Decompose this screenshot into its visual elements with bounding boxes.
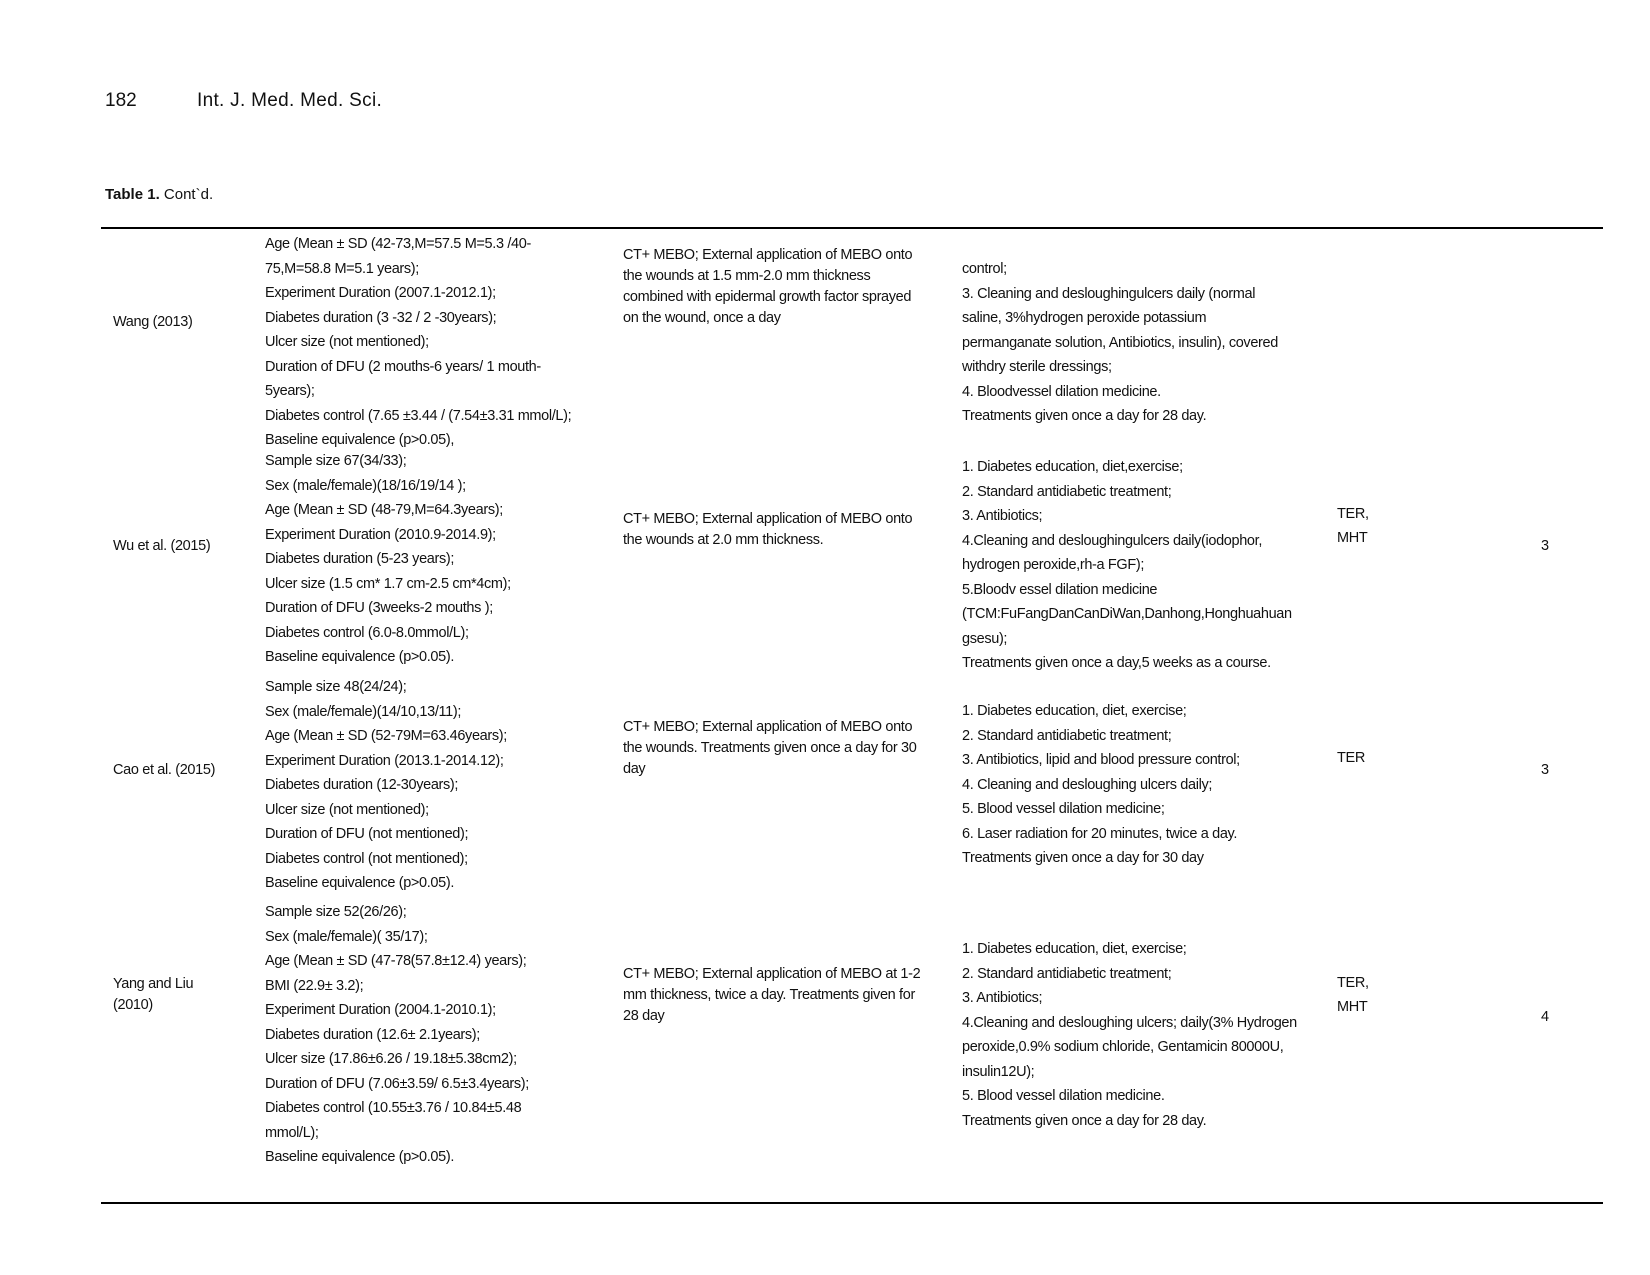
control-line: Treatments given once a day for 28 day. [962, 1112, 1207, 1129]
intervention-line: CT+ MEBO; External application of MEBO onto [623, 511, 913, 527]
characteristics-line: Ulcer size (not mentioned); [265, 801, 429, 818]
control-line: 4. Bloodvessel dilation medicine. [962, 383, 1161, 400]
characteristics-line: Diabetes control (10.55±3.76 / 10.84±5.48 [265, 1100, 522, 1116]
characteristics-line: Age (Mean ± SD (52-79M=63.46years); [265, 728, 507, 744]
control-line: 2. Standard antidiabetic treatment; [962, 727, 1172, 744]
characteristics-line: Sex (male/female)(18/16/19/14 ); [265, 477, 466, 494]
cell-study [113, 536, 263, 557]
control-line: 3. Antibiotics; [962, 508, 1043, 524]
control-line: Treatments given once a day for 30 day [962, 850, 1204, 866]
control-line: 6. Laser radiation for 20 minutes, twice a day. [962, 825, 1238, 842]
intervention-line: CT+ MEBO; External application of MEBO onto [623, 247, 913, 263]
characteristics-line: 5years); [265, 383, 315, 399]
intervention-line: mm thickness, twice a day. Treatments given for [623, 986, 915, 1003]
characteristics-line: Sample size 67(34/33); [265, 453, 407, 469]
cell-study [113, 312, 263, 333]
characteristics-line: Sex (male/female)( 35/17); [265, 928, 428, 945]
characteristics-line: Baseline equivalence (p>0.05), [265, 432, 455, 448]
cell-control [962, 455, 1322, 676]
control-line: Treatments given once a day,5 weeks as a course. [962, 655, 1271, 671]
cell-score [1541, 1005, 1561, 1029]
characteristics-line: Age (Mean ± SD (42-73,M=57.5 M=5.3 /40- [265, 236, 531, 252]
study-line: (2010) [113, 997, 153, 1013]
characteristics-line: Duration of DFU (not mentioned); [265, 826, 469, 842]
characteristics-line: Baseline equivalence (p>0.05). [265, 649, 455, 665]
control-line: gsesu); [962, 630, 1008, 647]
characteristics-line: Diabetes control (6.0-8.0mmol/L); [265, 624, 469, 641]
study-line: Yang and Liu [113, 976, 194, 992]
cell-intervention [623, 717, 953, 780]
control-line: 5. Blood vessel dilation medicine; [962, 801, 1165, 817]
control-line: control; [962, 261, 1007, 277]
intervention-line: CT+ MEBO; External application of MEBO at 1-2 [623, 965, 921, 982]
control-line: 4.Cleaning and desloughingulcers daily(iodophor, [962, 532, 1263, 549]
intervention-line: combined with epidermal growth factor sprayed [623, 289, 912, 305]
control-line: 5.Bloodv essel dilation medicine [962, 581, 1158, 598]
cell-control [962, 257, 1322, 429]
control-line: 1. Diabetes education, diet,exercise; [962, 459, 1183, 475]
control-line: saline, 3%hydrogen peroxide potassium [962, 310, 1207, 326]
intervention-line: day [623, 760, 646, 777]
table-caption [105, 186, 213, 203]
control-line: 4. Cleaning and desloughing ulcers daily; [962, 776, 1213, 793]
cell-intervention [623, 245, 953, 329]
study-line: Wang (2013) [113, 313, 193, 330]
characteristics-line: Sample size 52(26/26); [265, 904, 407, 920]
characteristics-line: Ulcer size (not mentioned); [265, 334, 429, 350]
intervention-line: the wounds at 2.0 mm thickness. [623, 532, 824, 548]
characteristics-line: Experiment Duration (2004.1-2010.1); [265, 1002, 496, 1018]
study-line: Cao et al. (2015) [113, 761, 216, 778]
control-line: (TCM:FuFangDanCanDiWan,Danhong,Honghuahuan [962, 606, 1292, 622]
characteristics-line: Diabetes control (not mentioned); [265, 850, 468, 867]
cell-outcome [1337, 971, 1397, 1019]
control-line: peroxide,0.9% sodium chloride, Gentamicin 80000U, [962, 1039, 1284, 1055]
control-line: 3. Antibiotics; [962, 990, 1043, 1006]
characteristics-line: Duration of DFU (7.06±3.59/ 6.5±3.4years); [265, 1075, 529, 1092]
cell-intervention [623, 964, 953, 1027]
characteristics-line: Experiment Duration (2010.9-2014.9); [265, 526, 496, 543]
outcome-line: TER [1337, 750, 1365, 766]
cell-characteristics [265, 232, 605, 453]
table-label: Table 1. [105, 186, 160, 203]
characteristics-line: BMI (22.9± 3.2); [265, 977, 364, 994]
table-caption-text: Cont`d. [159, 186, 214, 203]
characteristics-line: Diabetes duration (5-23 years); [265, 551, 455, 567]
control-line: hydrogen peroxide,rh-a FGF); [962, 557, 1145, 573]
characteristics-line: Ulcer size (17.86±6.26 / 19.18±5.38cm2); [265, 1051, 517, 1067]
characteristics-line: Diabetes duration (12.6± 2.1years); [265, 1026, 480, 1043]
characteristics-line: Baseline equivalence (p>0.05). [265, 875, 455, 891]
score-line: 3 [1541, 762, 1549, 778]
characteristics-line: mmol/L); [265, 1124, 319, 1141]
control-line: 1. Diabetes education, diet, exercise; [962, 703, 1187, 719]
characteristics-line: Baseline equivalence (p>0.05). [265, 1149, 455, 1165]
outcome-line: TER, [1337, 975, 1369, 991]
intervention-line: CT+ MEBO; External application of MEBO onto [623, 718, 913, 735]
cell-intervention [623, 509, 953, 551]
control-line: 3. Cleaning and desloughingulcers daily (normal [962, 285, 1256, 302]
characteristics-line: Sex (male/female)(14/10,13/11); [265, 703, 462, 720]
characteristics-line: Age (Mean ± SD (48-79,M=64.3years); [265, 502, 503, 518]
cell-outcome [1337, 746, 1397, 770]
characteristics-line: Age (Mean ± SD (47-78(57.8±12.4) years); [265, 953, 527, 969]
cell-characteristics [265, 449, 605, 670]
control-line: insulin12U); [962, 1063, 1035, 1080]
cell-characteristics [265, 675, 605, 896]
intervention-line: the wounds. Treatments given once a day for 30 [623, 739, 917, 756]
outcome-line: TER, [1337, 506, 1369, 522]
page-header [105, 90, 382, 112]
characteristics-line: Duration of DFU (2 mouths-6 years/ 1 mouth- [265, 358, 541, 375]
outcome-line: MHT [1337, 530, 1368, 546]
table-bottom-rule [101, 1202, 1603, 1204]
characteristics-line: Ulcer size (1.5 cm* 1.7 cm-2.5 cm*4cm); [265, 575, 511, 592]
cell-control [962, 699, 1322, 871]
characteristics-line: Experiment Duration (2013.1-2014.12); [265, 752, 504, 769]
page-number: 182 [105, 90, 137, 111]
control-line: withdry sterile dressings; [962, 359, 1112, 375]
journal-title: Int. J. Med. Med. Sci. [197, 90, 383, 111]
intervention-line: 28 day [623, 1007, 665, 1024]
control-line: permanganate solution, Antibiotics, insulin), covered [962, 334, 1278, 351]
cell-score [1541, 534, 1561, 558]
characteristics-line: 75,M=58.8 M=5.1 years); [265, 260, 419, 277]
cell-characteristics [265, 900, 605, 1170]
intervention-line: on the wound, once a day [623, 310, 781, 326]
cell-study [113, 974, 263, 1016]
cell-control [962, 937, 1322, 1133]
control-line: 2. Standard antidiabetic treatment; [962, 965, 1172, 982]
characteristics-line: Duration of DFU (3weeks-2 mouths ); [265, 600, 493, 616]
cell-score [1541, 758, 1561, 782]
characteristics-line: Diabetes duration (12-30years); [265, 777, 459, 793]
study-line: Wu et al. (2015) [113, 537, 211, 554]
control-line: 5. Blood vessel dilation medicine. [962, 1088, 1165, 1104]
characteristics-line: Sample size 48(24/24); [265, 679, 407, 695]
control-line: Treatments given once a day for 28 day. [962, 408, 1207, 424]
control-line: 3. Antibiotics, lipid and blood pressure control; [962, 752, 1240, 768]
characteristics-line: Diabetes duration (3 -32 / 2 -30years); [265, 309, 497, 326]
control-line: 2. Standard antidiabetic treatment; [962, 483, 1172, 500]
cell-outcome [1337, 502, 1397, 550]
intervention-line: the wounds at 1.5 mm-2.0 mm thickness [623, 268, 871, 284]
outcome-line: MHT [1337, 999, 1368, 1015]
control-line: 1. Diabetes education, diet, exercise; [962, 941, 1187, 957]
table-top-rule [101, 227, 1603, 229]
characteristics-line: Experiment Duration (2007.1-2012.1); [265, 285, 496, 301]
characteristics-line: Diabetes control (7.65 ±3.44 / (7.54±3.31 mmol/L); [265, 407, 572, 424]
cell-study [113, 760, 263, 781]
score-line: 3 [1541, 538, 1549, 554]
score-line: 4 [1541, 1009, 1549, 1025]
control-line: 4.Cleaning and desloughing ulcers; daily(3% Hydrogen [962, 1014, 1297, 1031]
